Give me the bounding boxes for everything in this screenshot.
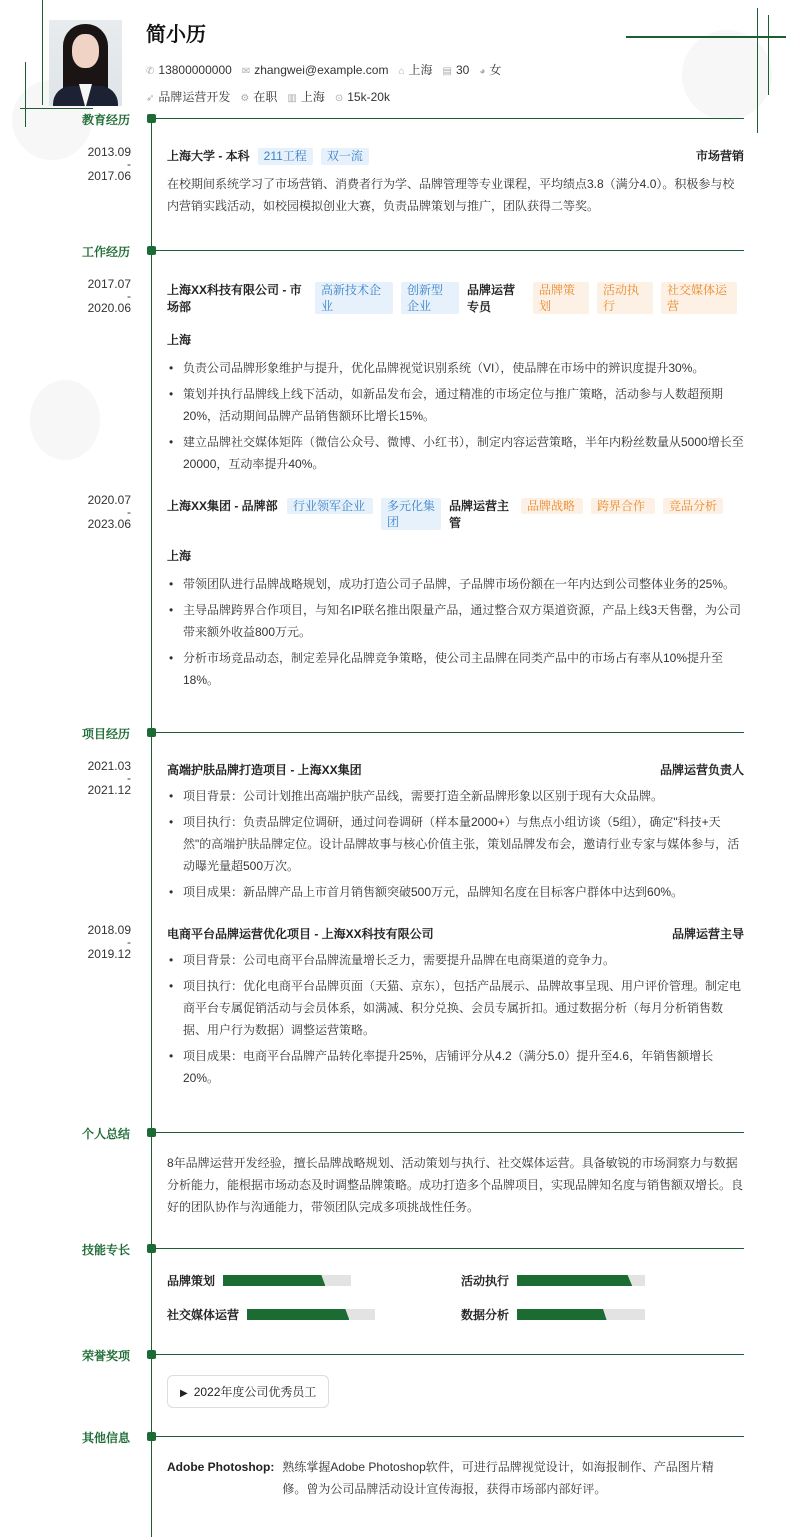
section-divider (156, 1354, 744, 1355)
intent-row (146, 88, 390, 105)
list-item: • 带领团队进行品牌战略规划，成功打造公司子品牌，子品牌市场份额在一年内达到公司整体业务的25%。 (167, 573, 744, 595)
section-divider (156, 1132, 744, 1133)
date-range: 2017.07 - 2020.06 (87, 277, 131, 315)
date-range: 2020.07 - 2023.06 (87, 493, 131, 531)
project-role: 品牌运营负责人 (659, 763, 744, 777)
tag: 品牌战略 (521, 498, 583, 514)
education-entry (167, 148, 744, 217)
award-item[interactable] (167, 1375, 329, 1408)
building-icon: ▥ (287, 93, 297, 104)
skill-bar (517, 1309, 645, 1320)
company: 上海XX集团 - 品牌部 (167, 499, 278, 513)
salary: 15k-20k (347, 89, 390, 104)
skill-bar (223, 1275, 351, 1286)
list-item: • 项目背景：公司电商平台品牌流量增长乏力，需要提升品牌在电商渠道的竞争力。 (167, 949, 744, 971)
salary-icon: ⊙ (334, 92, 344, 104)
major: 市场营销 (695, 149, 744, 163)
tag: 创新型企业 (401, 282, 459, 314)
send-icon: ➶ (146, 93, 155, 104)
age-icon: ▤ (442, 65, 452, 77)
phone-icon: ✆ (146, 65, 155, 77)
project-role: 品牌运营主导 (671, 927, 744, 941)
date-range: 2013.09 - 2017.06 (87, 145, 131, 183)
timeline-dot (147, 1432, 156, 1441)
list-item: • 主导品牌跨界合作项目，与知名IP联名推出限量产品，通过整合双方渠道资源，产品上线3天售罄，为公司带来额外收益800万元。 (167, 599, 744, 643)
award-label: 2022年度公司优秀员工 (193, 1385, 317, 1399)
work-entry (167, 498, 744, 695)
list-item: • 项目成果：电商平台品牌产品转化率提升25%，店铺评分从4.2（满分5.0）提升至4.6，年销售额增长20%。 (167, 1045, 744, 1089)
status-icon: ⚙ (240, 93, 250, 104)
section-title: 教育经历 (81, 113, 130, 127)
decor-circle (30, 380, 100, 460)
skill-item: 社交媒体运营 (167, 1306, 375, 1323)
tag: 竞品分析 (663, 498, 723, 514)
work-location: 上海 (167, 549, 192, 563)
skill-bar-fill (223, 1275, 325, 1286)
skill-bar-fill (247, 1309, 349, 1320)
candidate-name: 简小历 (146, 24, 206, 46)
timeline-dot (147, 1128, 156, 1137)
date-range: 2021.03 - 2021.12 (87, 759, 131, 797)
decor-line (626, 36, 786, 38)
date-range: 2018.09 - 2019.12 (87, 923, 131, 961)
age: 30 (455, 62, 470, 77)
project-entry (167, 762, 744, 907)
tag: 双一流 (321, 148, 369, 165)
gender: 女 (489, 63, 502, 77)
job-status: 在职 (253, 90, 278, 104)
section-title: 荣誉奖项 (81, 1349, 130, 1363)
target-city: 上海 (300, 90, 325, 104)
skill-bar (247, 1309, 375, 1320)
education-desc: 在校期间系统学习了市场营销、消费者行为学、品牌管理等专业课程，平均绩点3.8（满分4.0）。积极参与校内营销实践活动，如校园模拟创业大赛，负责品牌策划与推广，团队获得二等奖。 (167, 177, 735, 213)
section-divider (156, 250, 744, 251)
job-intent: 品牌运营开发 (158, 90, 231, 104)
project-entry (167, 926, 744, 1093)
timeline-dot (147, 114, 156, 123)
summary-text: 8年品牌运营开发经验，擅长品牌战略规划、活动策划与执行、社交媒体运营。具备敏锐的市场洞察力与数据分析能力，能根据市场动态及时调整品牌策略。成功打造多个品牌项目，实现品牌知名度与销售额双增长。良好的团队协作与沟通能力，带领团队完成多项挑战性任务。 (167, 1156, 744, 1214)
email: zhangwei@example.com (254, 62, 389, 77)
decor-line (757, 8, 758, 133)
work-entry (167, 282, 744, 479)
school: 上海大学 - 本科 (167, 149, 250, 163)
work-location: 上海 (167, 333, 192, 347)
list-item: • 项目背景：公司计划推出高端护肤产品线，需要打造全新品牌形象以区别于现有大众品牌。 (167, 785, 744, 807)
tag: 品牌策划 (533, 282, 589, 314)
list-item: • 项目执行：负责品牌定位调研，通过问卷调研（样本量2000+）与焦点小组访谈（5组），确定"科技+天然"的高端护肤品牌定位。设计品牌故事与核心价值主张，策划品牌发布会，邀请行业专家与媒体参与，活动曝光量超500万次。 (167, 811, 744, 877)
decor-line (25, 62, 26, 127)
decor-line (768, 15, 769, 95)
section-title: 其他信息 (81, 1431, 130, 1445)
list-item: • 项目成果：新品牌产品上市首月销售额突破500万元，品牌知名度在目标客户群体中达到60%。 (167, 881, 744, 903)
timeline-dot (147, 1350, 156, 1359)
tag: 211工程 (258, 148, 313, 165)
gender-icon: ◕ (479, 66, 486, 77)
caret-right-icon: ▶ (180, 1388, 188, 1399)
tag: 多元化集团 (381, 498, 441, 530)
contact-row (146, 61, 501, 78)
decor-line (20, 108, 93, 109)
section-divider (156, 1248, 744, 1249)
section-divider (156, 732, 744, 733)
skill-item: 品牌策划 (167, 1272, 351, 1289)
skill-bar-fill (517, 1275, 632, 1286)
tag: 跨界合作 (591, 498, 655, 514)
other-text: 熟练掌握Adobe Photoshop软件，可进行品牌视觉设计，如海报制作、产品图片精修。曾为公司品牌活动设计宣传海报，获得市场部内部好评。 (282, 1460, 714, 1496)
section-divider (156, 1436, 744, 1437)
skill-bar-fill (517, 1309, 607, 1320)
list-item: • 分析市场竞品动态，制定差异化品牌竞争策略，使公司主品牌在同类产品中的市场占有率从10%提升至18%。 (167, 647, 744, 691)
section-title: 项目经历 (81, 727, 130, 741)
skill-bar (517, 1275, 645, 1286)
list-item: • 负责公司品牌形象维护与提升，优化品牌视觉识别系统（VI），使品牌在市场中的辨识度提升30%。 (167, 357, 744, 379)
tag: 行业领军企业 (287, 498, 373, 514)
timeline-dot (147, 728, 156, 737)
tag: 活动执行 (597, 282, 653, 314)
decor-circle (682, 30, 772, 120)
email-icon: ✉ (241, 65, 251, 77)
skill-item: 数据分析 (461, 1306, 645, 1323)
tag: 高新技术企业 (315, 282, 393, 314)
section-divider (156, 118, 744, 119)
timeline-dot (147, 246, 156, 255)
role: 品牌运营专员 (467, 283, 516, 314)
timeline-line (151, 117, 152, 1537)
company: 上海XX科技有限公司 - 市场部 (167, 283, 302, 314)
project-name: 电商平台品牌运营优化项目 - 上海XX科技有限公司 (167, 927, 434, 941)
decor-line (42, 0, 43, 105)
location: 上海 (408, 63, 433, 77)
project-name: 高端护肤品牌打造项目 - 上海XX集团 (167, 763, 362, 777)
role: 品牌运营主管 (449, 499, 510, 530)
list-item: • 策划并执行品牌线上线下活动，如新品发布会，通过精准的市场定位与推广策略，活动参与人数超预期20%，活动期间品牌产品销售额环比增长15%。 (167, 383, 744, 427)
home-icon: ⌂ (398, 66, 405, 77)
skill-item: 活动执行 (461, 1272, 645, 1289)
tag: 社交媒体运营 (661, 282, 737, 314)
section-title: 技能专长 (81, 1243, 130, 1257)
timeline-dot (147, 1244, 156, 1253)
section-title: 工作经历 (81, 245, 130, 259)
list-item: • 建立品牌社交媒体矩阵（微信公众号、微博、小红书），制定内容运营策略，半年内粉丝数量从5000增长至20000，互动率提升40%。 (167, 431, 744, 475)
avatar-photo (49, 20, 122, 106)
list-item: • 项目执行：优化电商平台品牌页面（天猫、京东），包括产品展示、品牌故事呈现、用户评价管理。制定电商平台专属促销活动与会员体系，如满减、积分兑换、会员专属折扣。通过数据分析（每月分析销售数据、用户行为数据）调整运营策略。 (167, 975, 744, 1041)
other-label: Adobe Photoshop: (167, 1460, 275, 1474)
other-item (167, 1456, 744, 1500)
section-title: 个人总结 (81, 1127, 130, 1141)
phone: 13800000000 (158, 62, 232, 77)
